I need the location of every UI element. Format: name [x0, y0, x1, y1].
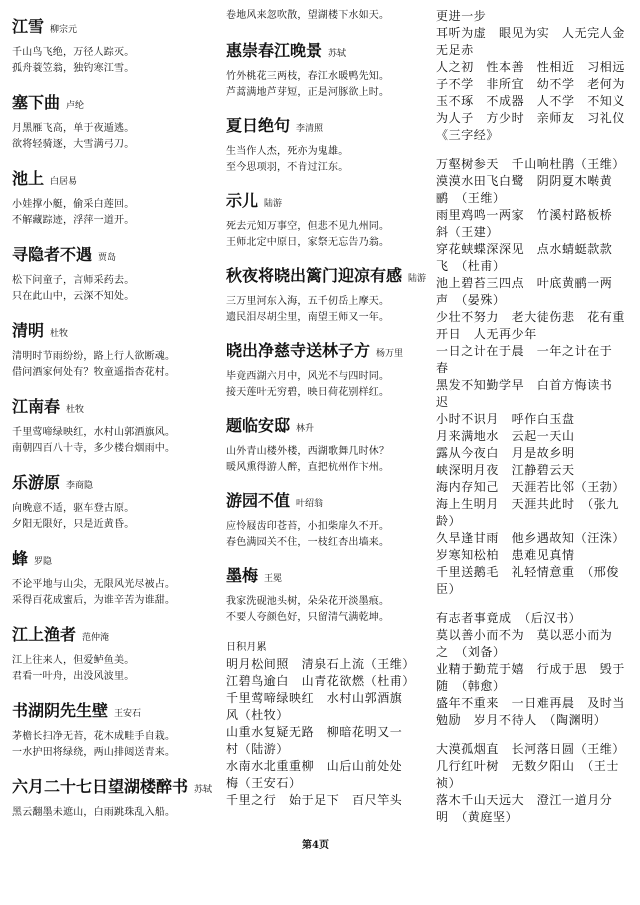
poem-author: 杜牧 [50, 329, 69, 339]
poem-author: 苏轼 [328, 49, 347, 59]
poem [226, 340, 431, 401]
poem-title: 示儿 [226, 191, 259, 210]
poem-line: 松下问童子，言师采药去。 [12, 275, 135, 286]
saying-line: 随 （韩愈） [436, 679, 506, 693]
poem [226, 115, 431, 176]
poem-author: 卢纶 [66, 101, 85, 111]
column-right [436, 0, 634, 826]
poem-title: 寻隐者不遇 [12, 245, 93, 264]
poem-line: 欲将轻骑逐，大雪满弓刀。 [12, 139, 135, 150]
poem-author: 杜牧 [66, 405, 85, 415]
poem [12, 776, 212, 821]
poem-line: 生当作人杰，死亦为鬼雄。 [226, 146, 349, 157]
poem-title-line [12, 244, 212, 269]
saying-line: 勉励 岁月不待人 （陶渊明） [436, 713, 607, 727]
poem-title: 惠崇春江晚景 [226, 41, 323, 60]
poem-line: 遗民泪尽胡尘里，南望王师又一年。 [226, 312, 390, 323]
poem-title-line [12, 776, 212, 801]
saying-line: 小时不识月 呼作白玉盘 [436, 412, 575, 426]
poem-line: 一水护田将绿绕，两山排闼送青来。 [12, 747, 176, 758]
poem-line: 应怜屐齿印苍苔，小扣柴扉久不开。 [226, 521, 390, 532]
poem-author: 柳宗元 [50, 25, 78, 35]
poem-line: 毕竟西湖六月中，风光不与四时同。 [226, 371, 390, 382]
saying-line: 业精于勤荒于嬉 行成于思 毁于 [436, 662, 626, 676]
saying-line: 一日之计在于晨 一年之计在于 [436, 344, 613, 358]
spacer [226, 0, 431, 8]
saying-line: 更进一步 [436, 9, 487, 23]
poem-author: 罗隐 [34, 557, 53, 567]
saying-line: 穿花蛱蝶深深见 点水蜻蜓款款 [436, 242, 613, 256]
poem-title-line [226, 340, 431, 365]
saying-line: 迟 [436, 395, 449, 409]
poem-title: 晓出净慈寺送林子方 [226, 341, 371, 360]
poem [12, 700, 212, 761]
saying-line: 月来满地水 云起一天山 [436, 429, 575, 443]
poem-author: 林升 [296, 424, 315, 434]
spacer [436, 0, 634, 8]
poem-title: 江南春 [12, 397, 61, 416]
saying-line: 风（杜牧） [226, 708, 290, 722]
poem-title: 书湖阴先生壁 [12, 701, 109, 720]
column-left [12, 0, 212, 836]
poem [12, 92, 212, 153]
poem-title-line [226, 115, 431, 140]
poem-author: 王冕 [264, 574, 283, 584]
poem-author: 贾岛 [98, 253, 117, 263]
poem-author: 陆游 [264, 199, 283, 209]
poem-line: 江上往来人，但爱鲈鱼美。 [12, 655, 135, 666]
saying-line: 久旱逢甘雨 他乡遇故知（汪洙） [436, 531, 626, 545]
saying-line: 子不学 非所宜 幼不学 老何为 [436, 77, 626, 91]
poem-author: 王安石 [114, 709, 142, 719]
column-middle [226, 0, 431, 809]
saying-line: 海上生明月 天涯共此时 （张九 [436, 497, 620, 511]
saying-line: 莫以善小而不为 莫以恶小而为 [436, 628, 613, 642]
poem-line: 千里莺啼绿映红，水村山郭酒旗风。 [12, 427, 176, 438]
poem-title-line [226, 415, 431, 440]
saying-line: 少壮不努力 老大徒伤悲 花有重 [436, 310, 626, 324]
poem-title: 塞下曲 [12, 93, 61, 112]
poem-title: 夏日绝句 [226, 116, 291, 135]
poem-title: 池上 [12, 169, 45, 188]
poem-line: 三万里河东入海，五千仞岳上摩天。 [226, 296, 390, 307]
poem-title-line [12, 700, 212, 725]
saying-line: 村（陆游） [226, 742, 290, 756]
poem-title: 秋夜将晓出篱门迎凉有感 [226, 266, 403, 285]
spacer [226, 24, 431, 40]
saying-line: 露从今夜白 月是故乡明 [436, 446, 575, 460]
poem-author: 陆游 [408, 274, 427, 284]
poem [226, 265, 431, 326]
poem-author: 李商隐 [66, 481, 94, 491]
spacer [436, 598, 634, 610]
saying-line: 千里莺啼绿映红 水村山郭酒旗 [226, 691, 403, 705]
poem [12, 396, 212, 457]
saying-line: 几行红叶树 无数夕阳山 （王士 [436, 759, 620, 773]
saying-line: 黑发不知勤学早 白首方悔读书 [436, 378, 613, 392]
poem-line: 接天莲叶无穷碧，映日荷花别样红。 [226, 387, 390, 398]
saying-line: 落木千山天远大 澄江一道月分 [436, 793, 613, 807]
saying-line: 万壑树参天 千山响杜鹃（王维） [436, 157, 626, 171]
poem-title-line [226, 40, 431, 65]
poem [12, 548, 212, 609]
poem [12, 472, 212, 533]
saying-line: 江碧鸟逾白 山青花欲燃（杜甫） [226, 674, 416, 688]
poem-line: 至今思项羽，不肯过江东。 [226, 162, 349, 173]
poem [12, 320, 212, 381]
poem-line: 茅檐长扫净无苔，花木成畦手自栽。 [12, 731, 176, 742]
poem [226, 40, 431, 101]
poem-title-line [226, 190, 431, 215]
saying-line: 峡深明月夜 江静碧云天 [436, 463, 575, 477]
poem-line: 不论平地与山尖，无限风光尽被占。 [12, 579, 176, 590]
poem-line: 暖风熏得游人醉，直把杭州作卞州。 [226, 462, 390, 473]
saying-line: 岁寒知松柏 患难见真情 [436, 548, 575, 562]
saying-line: 千里送鹅毛 礼轻情意重 （邢俊 [436, 565, 620, 579]
poem-line: 不要人夸颜色好，只留清气满乾坤。 [226, 612, 390, 623]
poem-line: 只在此山中，云深不知处。 [12, 291, 135, 302]
poem-line: 孤舟蓑笠翁，独钓寒江雪。 [12, 63, 135, 74]
poem-line: 春色满园关不住，一枝红杏出墙来。 [226, 537, 390, 548]
poem-title-line [12, 92, 212, 117]
poem [226, 565, 431, 626]
saying-line: 玉不琢 不成器 人不学 不知义 [436, 94, 626, 108]
poem [12, 168, 212, 229]
poem-line: 千山鸟飞绝，万径人踪灭。 [12, 47, 135, 58]
poem-line: 芦蒿满地芦芽短，正是河豚欲上时。 [226, 87, 390, 98]
saying-line: 春 [436, 361, 449, 375]
saying-line: 无足赤 [436, 43, 474, 57]
saying-line: 斜（王建） [436, 225, 500, 239]
poem-title-line [12, 320, 212, 345]
poem-title: 清明 [12, 321, 45, 340]
poem [12, 244, 212, 305]
poem-line: 王师北定中原日，家祭无忘告乃翁。 [226, 237, 390, 248]
spacer [436, 144, 634, 156]
poem-title-line [226, 265, 431, 290]
saying-line: 雨里鸡鸣一两家 竹溪村路板桥 [436, 208, 613, 222]
poem-title-line [12, 472, 212, 497]
poem-title-line [12, 624, 212, 649]
poem-line: 向晚意不适，驱车登古原。 [12, 503, 135, 514]
saying-line: 祯） [436, 776, 462, 790]
saying-line: 盛年不重来 一日难再晨 及时当 [436, 696, 626, 710]
poem-line: 采得百花成蜜后，为谁辛苦为谁甜。 [12, 595, 176, 606]
saying-line: 池上碧苔三四点 叶底黄鹂一两 [436, 276, 613, 290]
saying-line: 开日 人无再少年 [436, 327, 537, 341]
poem-title-line [12, 16, 212, 41]
poem-title-line [12, 396, 212, 421]
poem-author: 范仲淹 [82, 633, 110, 643]
saying-line: 有志者事竟成 （后汉书） [436, 611, 582, 625]
poem [12, 16, 212, 77]
saying-line: 为人子 方少时 亲师友 习礼仪 [436, 111, 626, 125]
poem-line-continued: 卷地风来忽吹散，望湖楼下水如天。 [226, 10, 390, 21]
saying-line: 鹂 （王维） [436, 191, 506, 205]
poem-title: 江雪 [12, 17, 45, 36]
poem-title: 六月二十七日望湖楼醉书 [12, 777, 189, 796]
poem-line: 借问酒家何处有？牧童遥指杏花村。 [12, 367, 176, 378]
spacer [436, 729, 634, 741]
poem-title: 蜂 [12, 549, 29, 568]
poem-author: 白居易 [50, 177, 78, 187]
saying-line: 海内存知己 天涯若比邻（王勃） [436, 480, 626, 494]
poem-author: 李清照 [296, 124, 324, 134]
poem-author: 苏轼 [194, 785, 213, 795]
section-heading: 日积月累 [226, 642, 267, 653]
saying-line: 山重水复疑无路 柳暗花明又一 [226, 725, 403, 739]
poem-line: 不解藏踪迹，浮萍一道开。 [12, 215, 135, 226]
saying-line: 人之初 性本善 性相近 习相远 [436, 60, 626, 74]
poem [226, 490, 431, 551]
poem-line: 南朝四百八十寺，多少楼台烟雨中。 [12, 443, 176, 454]
poem-title: 墨梅 [226, 566, 259, 585]
saying-line: 大漠孤烟直 长河落日圆（王维） [436, 742, 626, 756]
poem-line: 夕阳无限好，只是近黄昏。 [12, 519, 135, 530]
saying-line: 《三字经》 [436, 128, 500, 142]
poem-line: 死去元知万事空，但悲不见九州同。 [226, 221, 390, 232]
saying-line: 之 （刘备） [436, 645, 506, 659]
poem-title: 题临安邸 [226, 416, 291, 435]
saying-line: 声 （晏殊） [436, 293, 506, 307]
poem [226, 190, 431, 251]
page-number: 第4页 [302, 840, 329, 851]
poem-author: 杨万里 [376, 349, 404, 359]
saying-line: 明 （黄庭坚） [436, 810, 519, 824]
poem [12, 624, 212, 685]
saying-line: 千里之行 始于足下 百尺竿头 [226, 793, 403, 807]
poem-line: 君看一叶舟，出没风波里。 [12, 671, 135, 682]
poem-line: 小娃撑小艇，偷采白莲回。 [12, 199, 135, 210]
saying-line: 龄） [436, 514, 462, 528]
poem-line: 月黑雁飞高，单于夜遁逃。 [12, 123, 135, 134]
poem-title: 乐游原 [12, 473, 61, 492]
poem-title: 江上渔者 [12, 625, 77, 644]
poem-title-line [226, 565, 431, 590]
poem-line: 山外青山楼外楼，西湖歌舞几时休？ [226, 446, 390, 457]
spacer [12, 0, 212, 16]
poem-author: 叶绍翁 [296, 499, 324, 509]
saying-line: 耳听为虚 眼见为实 人无完人金 [436, 26, 626, 40]
saying-line: 飞 （杜甫） [436, 259, 506, 273]
poem-line: 黑云翻墨未遮山，白雨跳珠乱入船。 [12, 807, 176, 818]
saying-line: 明月松间照 清泉石上流（王维） [226, 657, 416, 671]
poem-line: 我家洗砚池头树，朵朵花开淡墨痕。 [226, 596, 390, 607]
poem-title-line [12, 548, 212, 573]
poem-title-line [226, 490, 431, 515]
poem-title-line [12, 168, 212, 193]
poem-line: 清明时节雨纷纷，路上行人欲断魂。 [12, 351, 176, 362]
saying-line: 水南水北重重柳 山后山前处处 [226, 759, 403, 773]
saying-line: 臣） [436, 582, 462, 596]
poem [226, 415, 431, 476]
saying-line: 梅（王安石） [226, 776, 302, 790]
poem-title: 游园不值 [226, 491, 291, 510]
saying-line: 漠漠水田飞白鹭 阴阴夏木啭黄 [436, 174, 613, 188]
poem-line: 竹外桃花三两枝，春江水暖鸭先知。 [226, 71, 390, 82]
